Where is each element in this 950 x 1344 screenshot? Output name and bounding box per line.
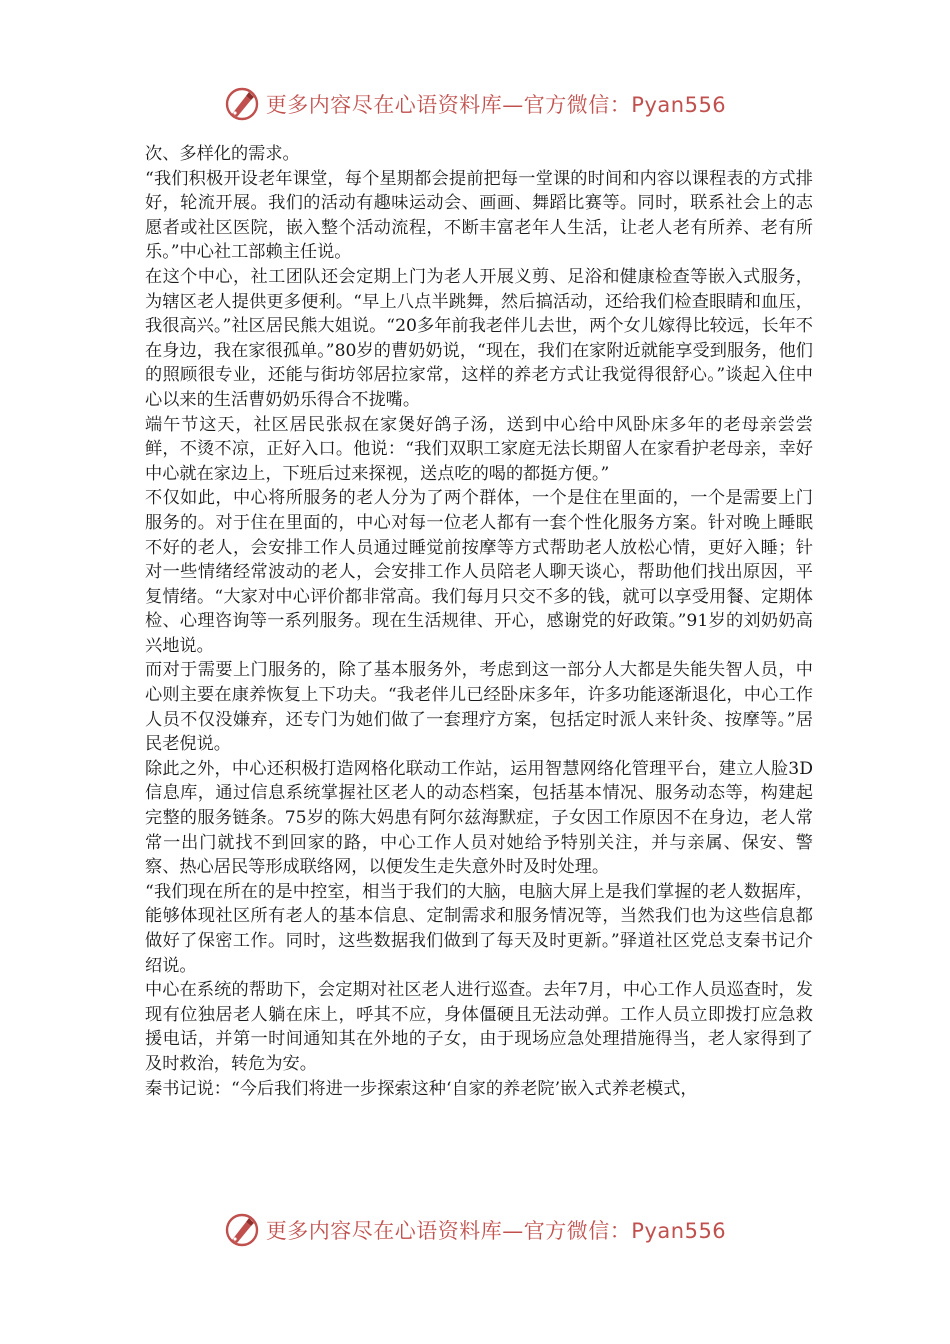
paragraph: 次、多样化的需求。 xyxy=(145,144,300,164)
article-body xyxy=(145,142,813,1101)
paragraph: “我们现在所在的是中控室，相当于我们的大脑，电脑大屏上是我们掌握的老人数据库，能够体现社区所有老人的基本信息、定制需求和服务情况等，当然我们也为这些信息都做好了保密工作。同时，这些数据我们做到了每天及时更新。”驿道社区党总支秦书记介绍说。 xyxy=(145,881,813,976)
paragraph: “我们积极开设老年课堂，每个星期都会提前把每一堂课的时间和内容以课程表的方式排好，轮流开展。我们的活动有趣味运动会、画画、舞蹈比赛等。同时，联系社会上的志愿者或社区医院，嵌入整个活动流程，不断丰富老年人生活，让老人老有所养、老有所乐。”中心社工部赖主任说。 xyxy=(145,168,813,263)
paragraph: 不仅如此，中心将所服务的老人分为了两个群体，一个是住在里面的，一个是需要上门服务的。对于住在里面的，中心对每一位老人都有一套个性化服务方案。针对晚上睡眠不好的老人，会安排工作人员通过睡觉前按摩等方式帮助老人放松心情，更好入睡；针对一些情绪经常波动的老人，会安排工作人员陪老人聊天谈心，帮助他们找出原因，平复情绪。“大家对中心评价都非常高。我们每月只交不多的钱，就可以享受用餐、定期体检、心理咨询等一系列服务。现在生活规律、开心，感谢党的好政策。”91岁的刘奶奶高兴地说。 xyxy=(145,488,813,656)
header-banner-text: 更多内容尽在心语资料库—官方微信：Pyan556 xyxy=(265,93,727,117)
paragraph: 中心在系统的帮助下，会定期对社区老人进行巡查。去年7月，中心工作人员巡查时，发现有位独居老人躺在床上，呼其不应，身体僵硬且无法动弹。工作人员立即拨打应急救援电话，并第一时间通知其在外地的子女，由于现场应急处理措施得当，老人家得到了及时救治，转危为安。 xyxy=(145,980,813,1074)
paragraph: 除此之外，中心还积极打造网格化联动工作站，运用智慧网络化管理平台，建立人脸3D信息库，通过信息系统掌握社区老人的动态档案，包括基本情况、服务动态等，构建起完整的服务链条。75岁的陈大妈患有阿尔兹海默症，子女因工作原因不在身边，老人常常一出门就找不到回家的路，中心工作人员对她给予特别关注，并与亲属、保安、警察、热心居民等形成联络网，以便发生走失意外时及时处理。 xyxy=(145,758,813,878)
paragraph: 端午节这天，社区居民张叔在家煲好鸽子汤，送到中心给中风卧床多年的老母亲尝尝鲜，不烫不凉，正好入口。他说：“我们双职工家庭无法长期留人在家看护老母亲，幸好中心就在家边上，下班后过来探视，送点吃的喝的都挺方便。” xyxy=(145,414,813,484)
footer-banner-text: 更多内容尽在心语资料库—官方微信：Pyan556 xyxy=(265,1219,727,1243)
header-banner xyxy=(0,84,950,124)
paragraph: 在这个中心，社工团队还会定期上门为老人开展义剪、足浴和健康检查等嵌入式服务，为辖区老人提供更多便利。“早上八点半跳舞，然后搞活动，还给我们检查眼睛和血压，我很高兴。”社区居民熊大姐说。“20多年前我老伴儿去世，两个女儿嫁得比较远，长年不在身边，我在家很孤单。”80岁的曹奶奶说，“现在，我们在家附近就能享受到服务，他们的照顾很专业，还能与街坊邻居拉家常，这样的养老方式让我觉得很舒心。”谈起入住中心以来的生活曹奶奶乐得合不拢嘴。 xyxy=(145,266,813,410)
pen-nib-logo-icon xyxy=(224,86,260,122)
footer-banner xyxy=(0,1210,950,1250)
paragraph: 秦书记说：“今后我们将进一步探索这种‘自家的养老院’嵌入式养老模式， xyxy=(145,1078,698,1099)
paragraph: 而对于需要上门服务的，除了基本服务外，考虑到这一部分人大都是失能失智人员，中心则主要在康养恢复上下功夫。“我老伴儿已经卧床多年，许多功能逐渐退化，中心工作人员不仅没嫌弃，还专门为她们做了一套理疗方案，包括定时派人来针灸、按摩等。”居民老倪说。 xyxy=(145,660,813,755)
pen-nib-logo-icon xyxy=(224,1212,260,1248)
